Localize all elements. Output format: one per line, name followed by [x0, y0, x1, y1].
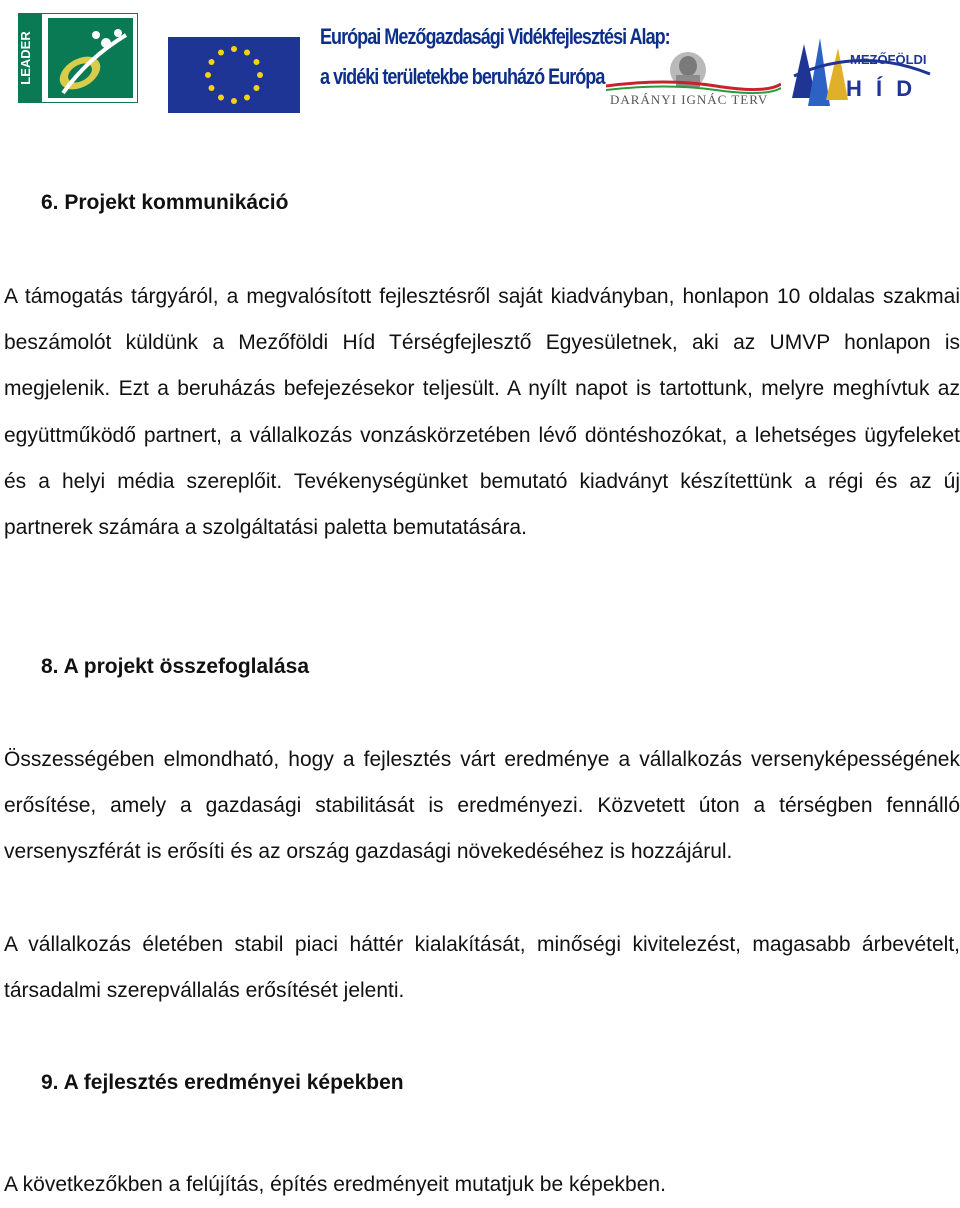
hid-bottom-text: H Í D	[846, 76, 917, 101]
section-8-paragraph-1: Összességében elmondható, hogy a fejlesztés várt eredménye a vállalkozás versenyképességének erősítése, amely a gazdasági stabilitását is eredményezi. Közvetett úton a térségben fennálló versenyszférát is erősíti és az ország gazdasági növekedéséhez is hozzájárul.	[4, 748, 960, 864]
section-9-paragraph: A következőkben a felújítás, építés eredményeit mutatjuk be képekben.	[4, 1173, 666, 1196]
leader-logo	[18, 13, 138, 103]
mezofoldi-hid-logo	[790, 36, 935, 114]
eafrd-line-2: a vidéki területekbe beruházó Európa	[320, 64, 605, 89]
section-8-heading: 8. A projekt összefoglalása	[41, 655, 310, 678]
eafrd-line-1: Európai Mezőgazdasági Vidékfejlesztési Alap:	[320, 24, 670, 49]
section-6-heading: 6. Projekt kommunikáció	[41, 191, 289, 214]
section-6-paragraph: A támogatás tárgyáról, a megvalósított fejlesztésről saját kiadványban, honlapon 10 oldalas szakmai beszámolót küldünk a Mezőföldi Híd Térségfejlesztő Egyesületnek, aki az UMVP honlapon is megjelenik. Ezt a beruházás befejezésekor teljesült. A nyílt napot is tartottunk, melyre meghívtuk az együttműködő partnert, a vállalkozás vonzáskörzetében lévő döntéshozókat, a lehetséges ügyfeleket és a helyi média szereplőit. Tevékenységünket bemutató kiadványt készítettünk a régi és az új partnerek számára a szolgáltatási paletta bemutatására.	[4, 285, 960, 540]
page-header	[0, 0, 960, 120]
daranyi-caption: DARÁNYI IGNÁC TERV	[610, 92, 769, 107]
hid-top-text: MEZŐFÖLDI	[850, 52, 927, 67]
section-8-paragraph-2: A vállalkozás életében stabil piaci háttér kialakítását, minőségi kivitelezést, magasabb árbevételt, társadalmi szerepvállalás erősítését jelenti.	[4, 933, 960, 1003]
eafrd-slogan	[318, 24, 670, 98]
daranyi-ignac-terv-logo	[606, 50, 781, 112]
eu-flag-logo	[168, 37, 300, 113]
section-9-heading: 9. A fejlesztés eredményei képekben	[41, 1071, 404, 1094]
leader-text: LEADER	[18, 31, 33, 85]
